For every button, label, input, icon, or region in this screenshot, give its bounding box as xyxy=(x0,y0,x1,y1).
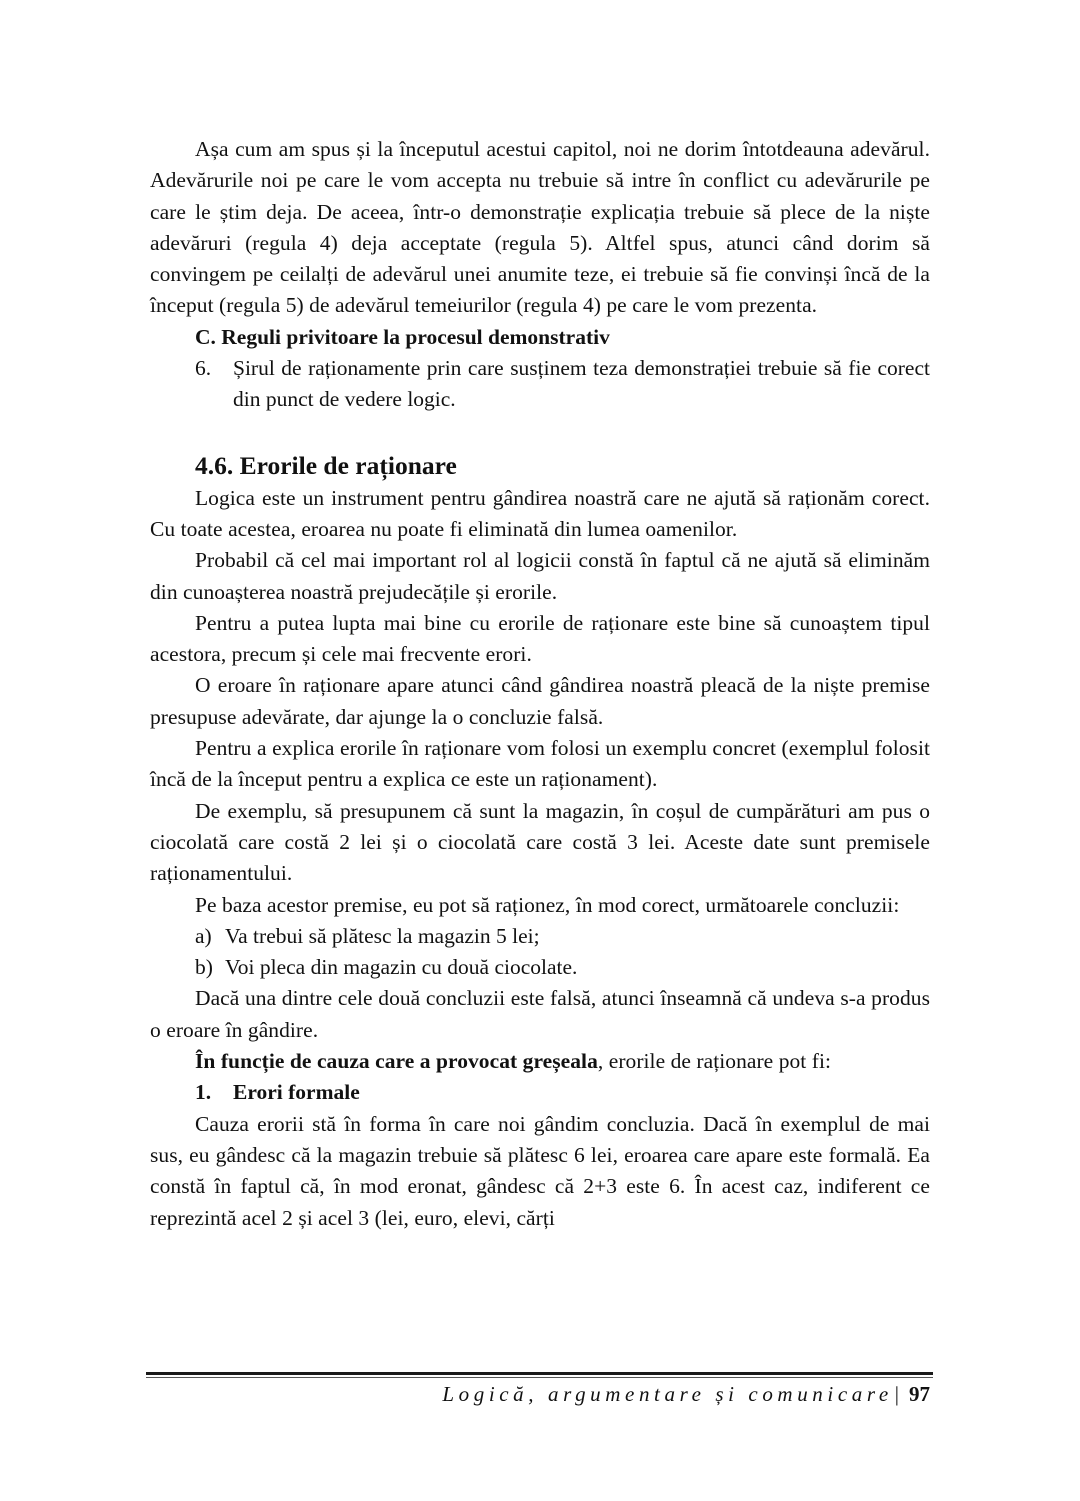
page-number: 97 xyxy=(909,1382,930,1406)
paragraph: Cauza erorii stă în forma în care noi gândim concluzia. Dacă în exemplul de mai sus, eu gândesc că la magazin trebuie să plătesc 6 lei, eroarea care apare este formală. Ea constă în faptul că, în mod eronat, gândesc că 2+3 este 6. În acest caz, indiferent ce reprezintă acel 2 și acel 3 (lei, euro, elevi, cărți xyxy=(150,1111,930,1230)
error-type-title: Erori formale xyxy=(233,1080,360,1105)
rule-number: 6. xyxy=(195,356,212,381)
conclusion-text: Voi pleca din magazin cu două ciocolate. xyxy=(225,955,578,980)
error-type-number: 1. xyxy=(195,1080,212,1105)
footer-rule-thick xyxy=(146,1372,933,1375)
footer-separator: | xyxy=(894,1382,899,1406)
page-footer xyxy=(442,1378,930,1410)
paragraph: Pentru a explica erorile în raționare vom folosi un exemplu concret (exemplul folosit încă de la început pentru a explica ce este un raționament). xyxy=(150,736,930,792)
paragraph: Pentru a putea lupta mai bine cu erorile de raționare este bine să cunoaștem tipul acestora, precum și cele mai frecvente erori. xyxy=(150,610,930,667)
page-body xyxy=(150,134,930,1234)
running-title: Logică, argumentare și comunicare xyxy=(442,1382,893,1406)
conclusion-item xyxy=(195,921,930,952)
paragraph: Logica este un instrument pentru gândirea noastră care ne ajută să raționăm corect. Cu toate acestea, eroarea nu poate fi eliminată din lumea oamenilor. xyxy=(150,485,930,541)
rule-item xyxy=(195,353,930,416)
error-type-heading xyxy=(195,1077,930,1108)
conclusion-marker: a) xyxy=(195,923,212,948)
paragraph: Dacă una dintre cele două concluzii este falsă, atunci înseamnă că undeva s-a produs o eroare în gândire. xyxy=(150,986,930,1042)
paragraph: O eroare în raționare apare atunci când gândirea noastră pleacă de la niște premise presupuse adevărate, dar ajunge la o concluzie falsă. xyxy=(150,673,930,729)
classification-bold-lead: În funcție de cauza care a provocat greșeala xyxy=(195,1049,598,1074)
conclusion-item xyxy=(195,952,930,983)
paragraph: De exemplu, să presupunem că sunt la magazin, în coșul de cumpărături am pus o ciocolată care costă 2 lei și o ciocolată care costă 3 lei. Aceste date sunt premisele raționamentului. xyxy=(150,798,930,886)
subheading-rules-demonstrative-process: C. Reguli privitoare la procesul demonstrativ xyxy=(195,324,610,349)
conclusion-marker: b) xyxy=(195,955,213,980)
intro-paragraph: Așa cum am spus și la începutul acestui capitol, noi ne dorim întotdeauna adevărul. Adevărurile noi pe care le vom accepta nu trebuie să intre în conflict cu adevărurile pe care le știm deja. De aceea, într-o demonstrație explicația trebuie să plece de la niște adevăruri (regula 4) deja acceptate (regula 5). Altfel spus, atunci când dorim să convingem pe ceilalți de adevărul unei anumite teze, ei trebuie să fie convinși încă de la început (regula 5) de adevărul temeiurilor (regula 4) pe care le vom prezenta. xyxy=(150,137,930,318)
section-title: 4.6. Erorile de raționare xyxy=(195,450,457,480)
conclusion-text: Va trebui să plătesc la magazin 5 lei; xyxy=(225,923,540,948)
paragraph: Probabil că cel mai important rol al logicii constă în faptul că ne ajută să eliminăm din cunoașterea noastră prejudecățile și erorile. xyxy=(150,548,930,604)
paragraph: Pe baza acestor premise, eu pot să raționez, în mod corect, următoarele concluzii: xyxy=(195,892,900,917)
classification-paragraph xyxy=(150,1046,930,1077)
classification-rest: , erorile de raționare pot fi: xyxy=(597,1049,831,1074)
rule-text: Șirul de raționamente prin care susținem teza demonstrației trebuie să fie corect din punct de vedere logic. xyxy=(233,356,930,412)
